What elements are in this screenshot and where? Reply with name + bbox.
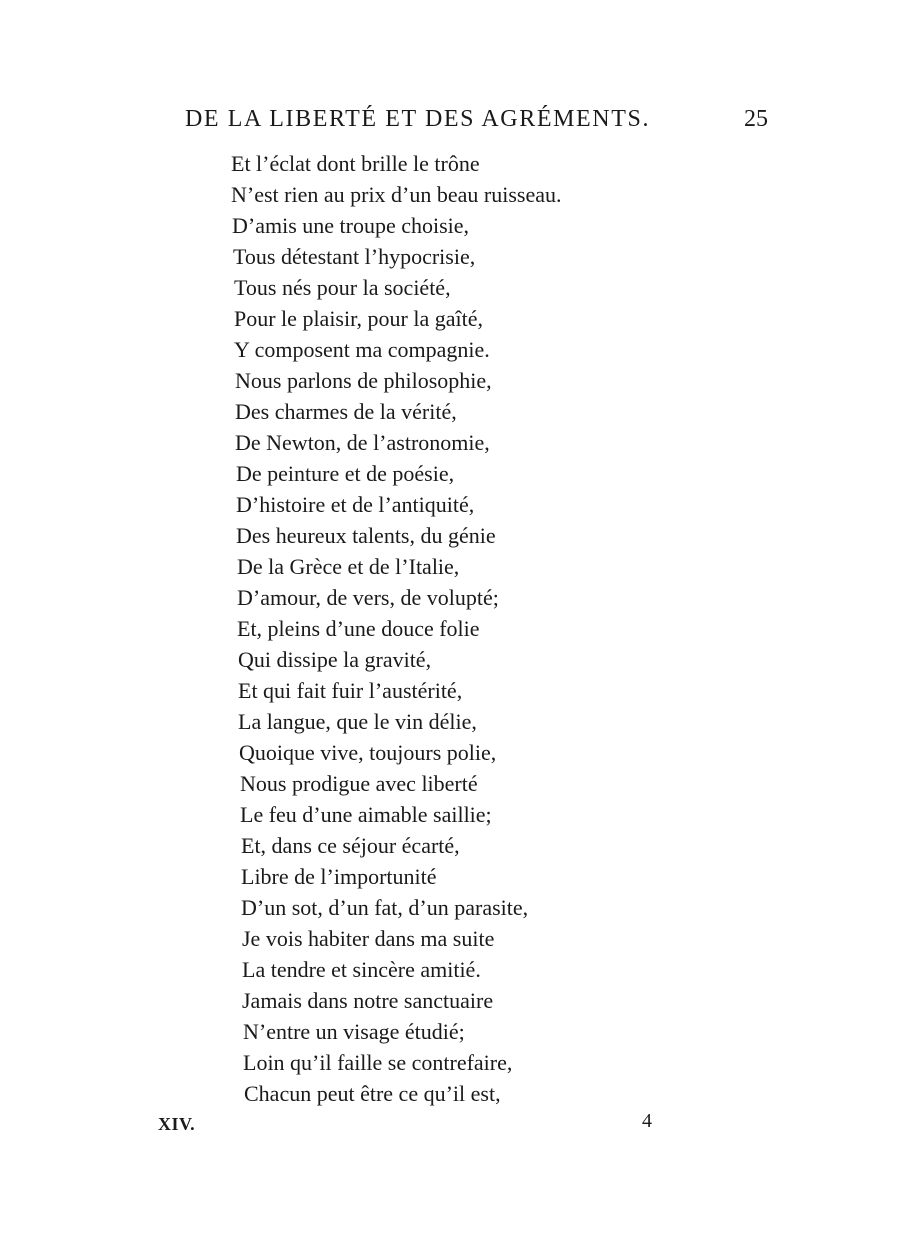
verse-line: Et, dans ce séjour écarté, — [241, 833, 460, 858]
verse-line: Pour le plaisir, pour la gaîté, — [234, 306, 484, 331]
verse-line: N’entre un visage étudié; — [243, 1019, 465, 1044]
verse-line: De Newton, de l’astronomie, — [235, 430, 490, 455]
verse-line: Libre de l’importunité — [241, 864, 437, 889]
verse-line: N’est rien au prix d’un beau ruisseau. — [231, 182, 562, 207]
verse-line: D’amour, de vers, de volupté; — [237, 585, 499, 610]
verse-line: Quoique vive, toujours polie, — [239, 740, 497, 765]
verse-line: Tous détestant l’hypocrisie, — [233, 244, 476, 269]
verse-line: Des heureux talents, du génie — [236, 523, 496, 548]
page-number: 25 — [744, 106, 768, 132]
folio-number: 4 — [642, 1110, 652, 1132]
verse-line: Chacun peut être ce qu’il est, — [244, 1081, 501, 1106]
verse-line: Le feu d’une aimable saillie; — [240, 802, 492, 827]
verse-line: D’histoire et de l’antiquité, — [236, 492, 475, 517]
verse-line: Y composent ma compagnie. — [234, 337, 490, 362]
running-title: DE LA LIBERTÉ ET DES AGRÉMENTS. — [185, 106, 651, 132]
verse-line: Des charmes de la vérité, — [235, 399, 457, 424]
verse-line: Jamais dans notre sanctuaire — [242, 988, 494, 1013]
verse-line: D’amis une troupe choisie, — [232, 213, 470, 238]
verse-line: Qui dissipe la gravité, — [238, 647, 432, 672]
verse-line: La tendre et sincère amitié. — [242, 957, 481, 982]
verse-line: Et l’éclat dont brille le trône — [231, 151, 480, 176]
verse-line: Je vois habiter dans ma suite — [242, 926, 495, 951]
signature-mark: XIV. — [158, 1114, 196, 1134]
verse-line: Loin qu’il faille se contrefaire, — [243, 1050, 513, 1075]
verse-line: Et qui fait fuir l’austérité, — [238, 678, 463, 703]
verse-line: Nous prodigue avec liberté — [240, 771, 478, 796]
verse-line: Nous parlons de philosophie, — [235, 368, 492, 393]
verse-line: De peinture et de poésie, — [236, 461, 455, 486]
verse-line: D’un sot, d’un fat, d’un parasite, — [241, 895, 529, 920]
verse-line: La langue, que le vin délie, — [238, 709, 477, 734]
verse-line: De la Grèce et de l’Italie, — [237, 554, 460, 579]
poem-text — [0, 148, 900, 1109]
verse-line: Et, pleins d’une douce folie — [237, 616, 480, 641]
verse-line: Tous nés pour la société, — [234, 275, 451, 300]
